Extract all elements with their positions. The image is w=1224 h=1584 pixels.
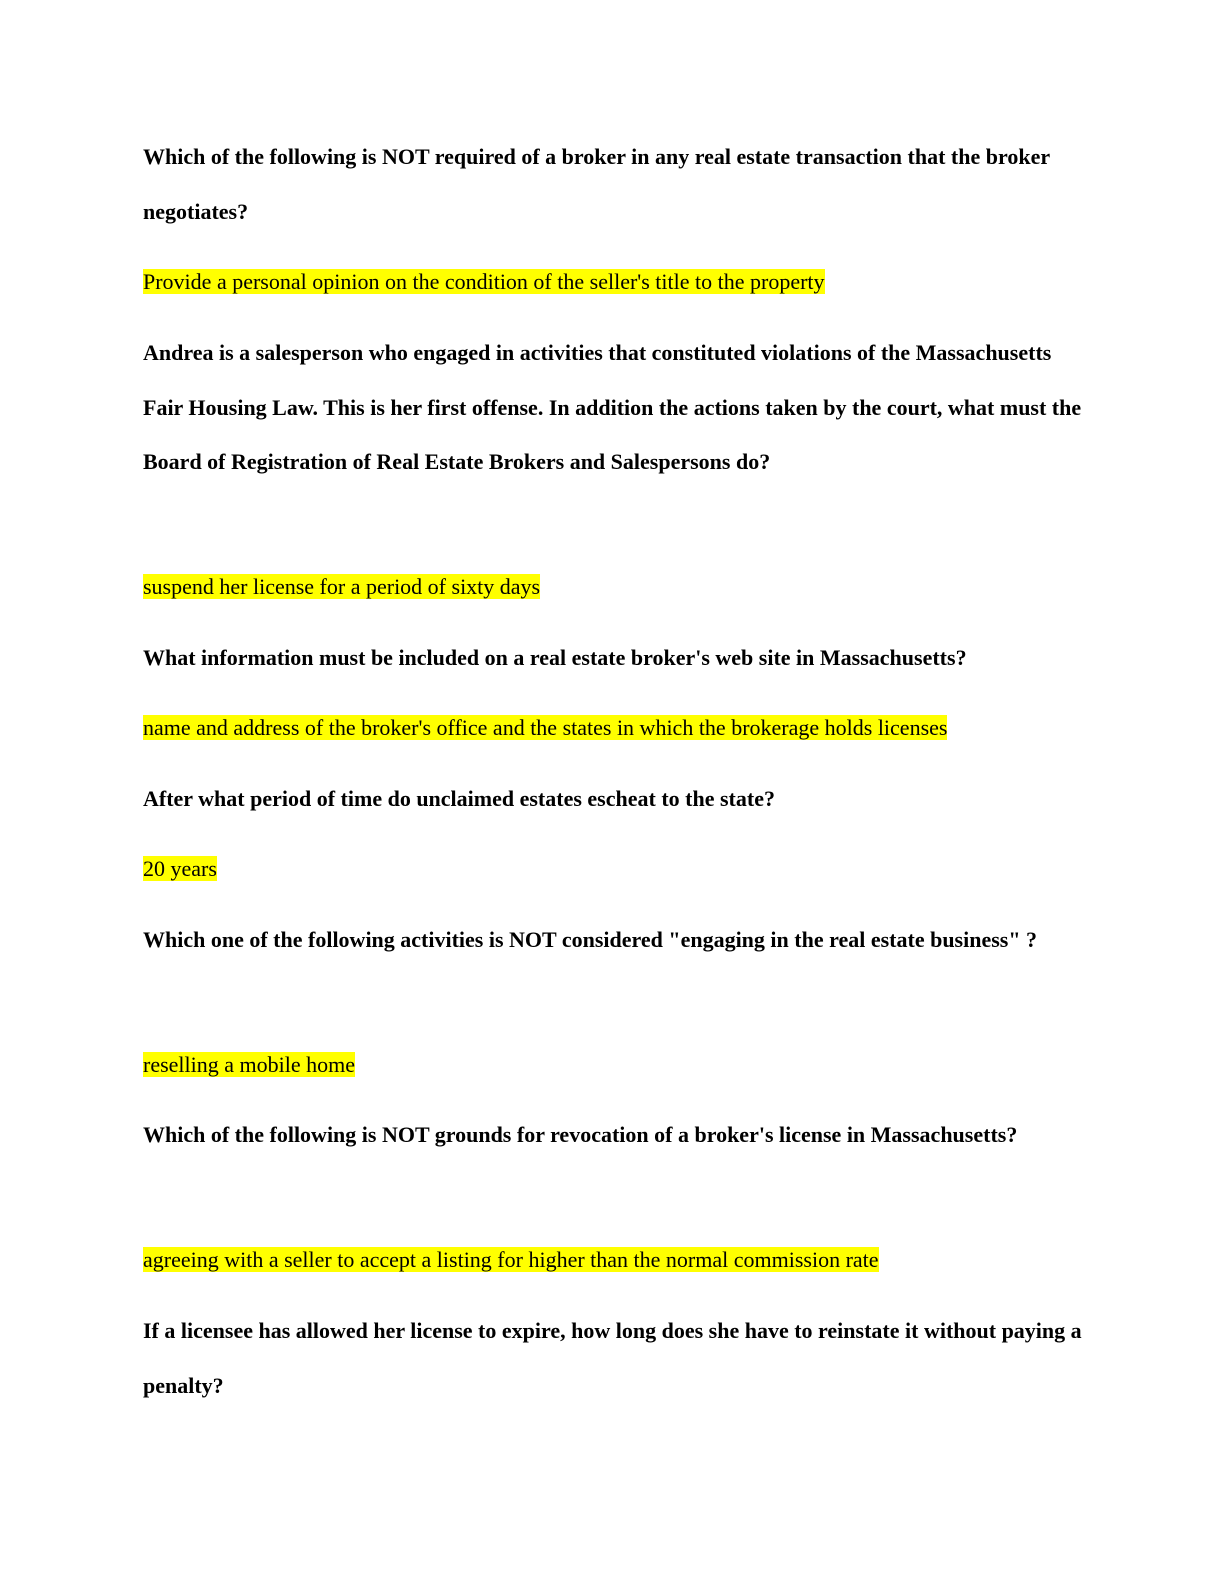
- answer-6-highlight: agreeing with a seller to accept a listing for higher than the normal commission rate: [143, 1247, 879, 1272]
- question-2: Andrea is a salesperson who engaged in activities that constituted violations of the Massachusetts Fair Housing Law. This is her first offense. In addition the actions taken by the court, what must the Board of Registration of Real Estate Brokers and Salespersons do?: [143, 340, 1082, 474]
- answer-3: [143, 714, 1083, 742]
- question-6: Which of the following is NOT grounds for revocation of a broker's license in Massachusetts?: [143, 1122, 1018, 1147]
- answer-2-highlight: suspend her license for a period of sixty days: [143, 574, 541, 599]
- answer-5: [143, 1051, 1083, 1079]
- question-1: Which of the following is NOT required of a broker in any real estate transaction that the broker negotiates?: [143, 144, 1050, 224]
- question-5: Which one of the following activities is NOT considered "engaging in the real estate business" ?: [143, 927, 1038, 952]
- answer-3-highlight: name and address of the broker's office and the states in which the brokerage holds licenses: [143, 715, 948, 740]
- question-4: After what period of time do unclaimed estates escheat to the state?: [143, 786, 775, 811]
- answer-1: [143, 268, 1083, 296]
- question-7: If a licensee has allowed her license to expire, how long does she have to reinstate it without paying a penalty?: [143, 1318, 1082, 1398]
- answer-5-highlight: reselling a mobile home: [143, 1052, 355, 1077]
- answer-4: [143, 855, 1083, 883]
- question-3: What information must be included on a real estate broker's web site in Massachusetts?: [143, 645, 967, 670]
- answer-1-highlight: Provide a personal opinion on the condition of the seller's title to the property: [143, 269, 825, 294]
- answer-2: [143, 573, 1083, 601]
- answer-6: [143, 1246, 1083, 1274]
- answer-4-highlight: 20 years: [143, 856, 217, 881]
